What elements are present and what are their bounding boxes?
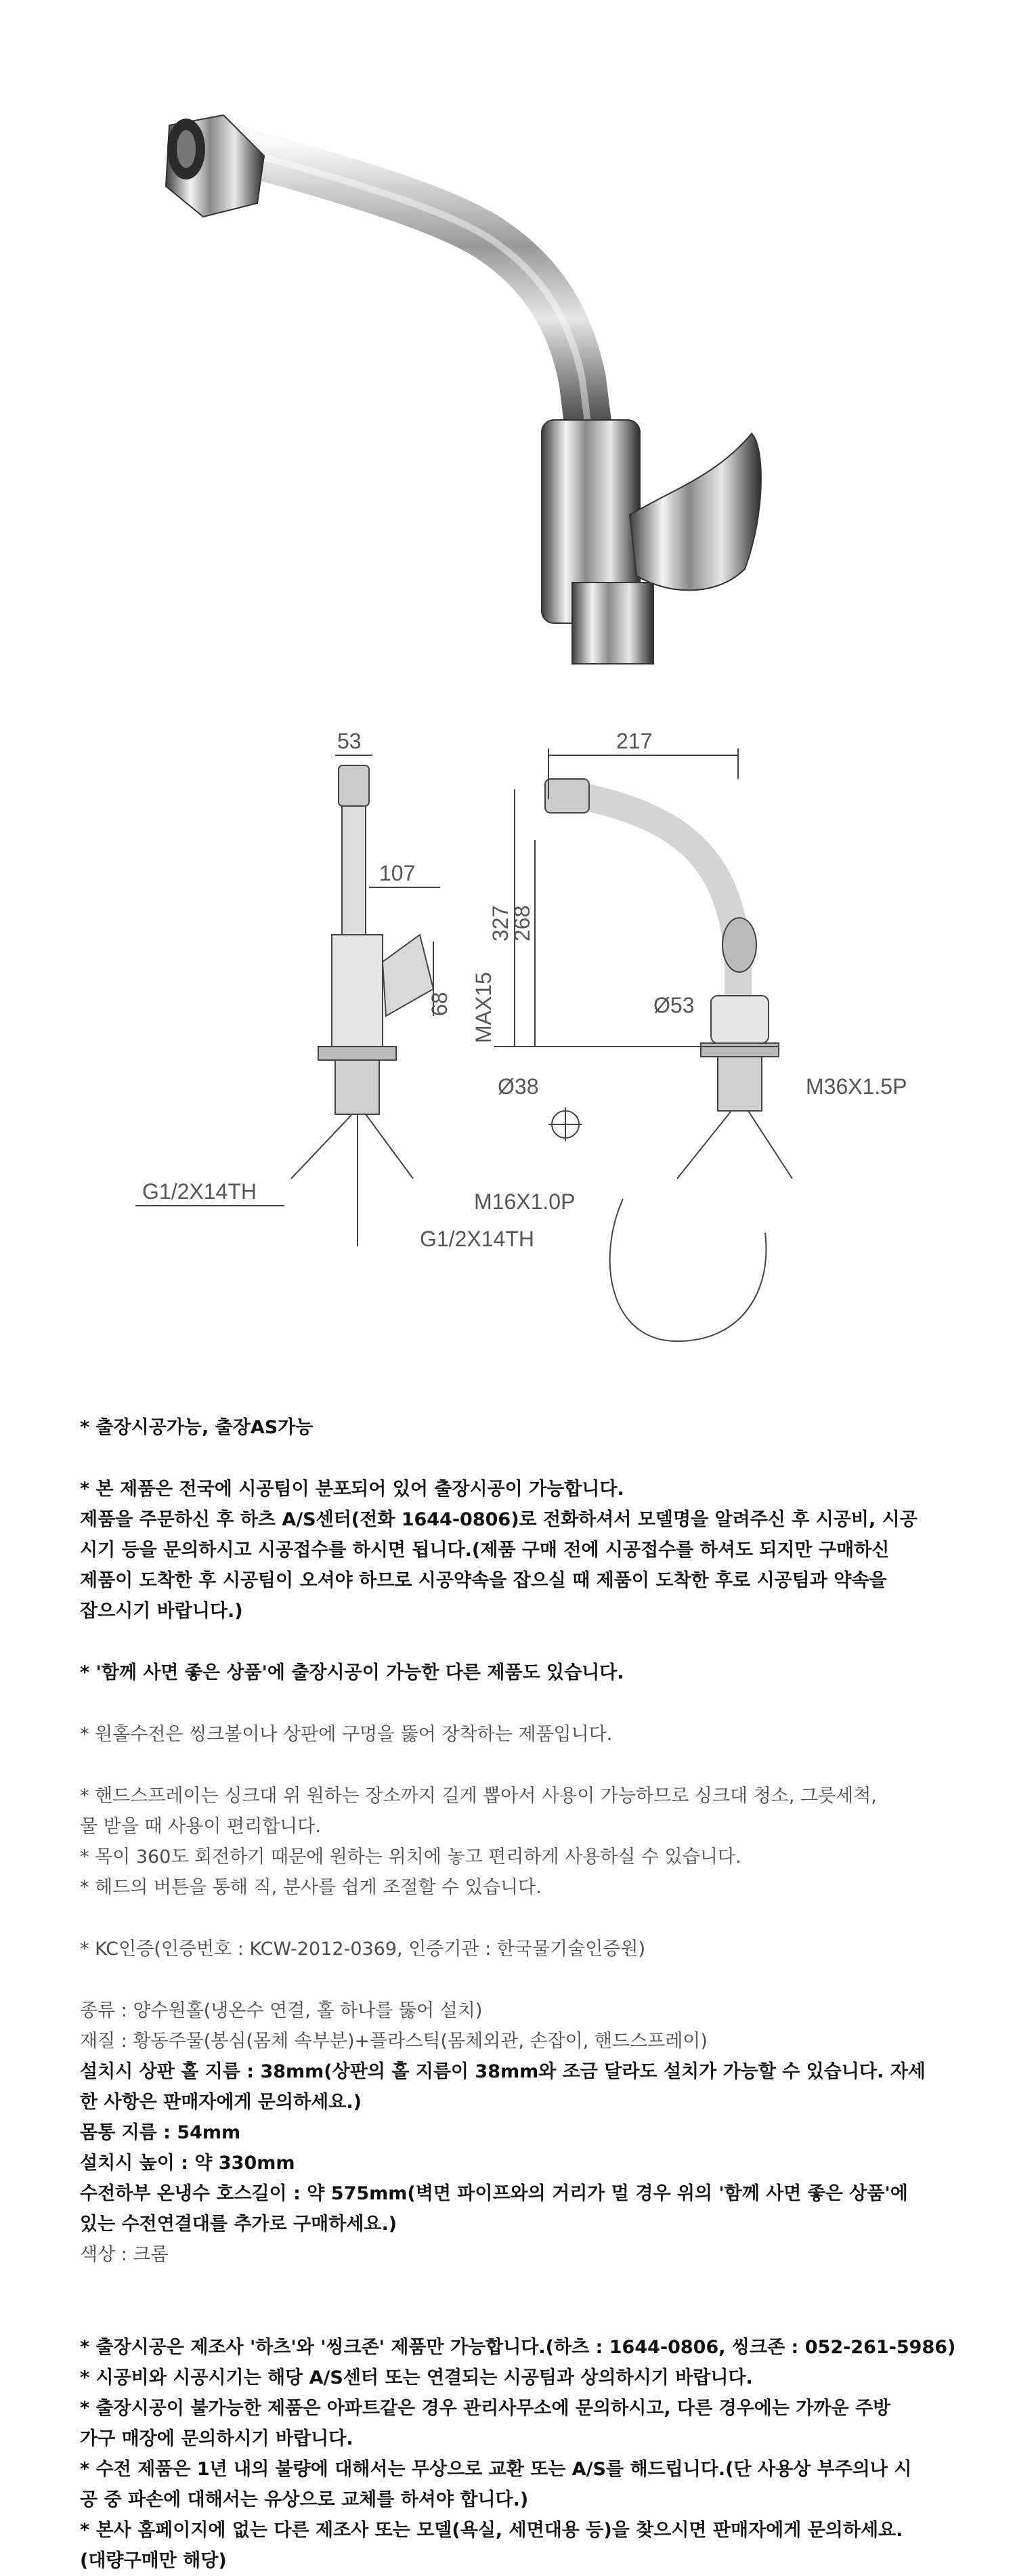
faucet-photo bbox=[0, 0, 1036, 677]
dim-inlet-right: G1/2X14TH bbox=[420, 1227, 534, 1251]
notice-line: * 본사 홈페이지에 없는 다른 제조사 또는 모델(욕실, 세면대용 등)을 찾으시면 판매자에게 문의하세요. bbox=[80, 2520, 903, 2541]
notice-line: (대량구매만 해당) bbox=[80, 2550, 227, 2571]
spec-body-diameter: 몸통 지름 : 54mm bbox=[80, 2122, 241, 2143]
feature-line: * 목이 360도 회전하기 때문에 원하는 위치에 놓고 편리하게 사용하실 수 있습니다. bbox=[80, 1846, 741, 1867]
dimension-drawing bbox=[0, 677, 1036, 1382]
dim-body-diameter: Ø53 bbox=[653, 993, 695, 1017]
install-paragraph-line: 시기 등을 문의하시고 시공접수를 하시면 됩니다.(제품 구매 전에 시공접수를 하셔도 되지만 구매하신 bbox=[80, 1540, 890, 1561]
spec-hose-length: 있는 수전연결대를 추가로 구매하세요.) bbox=[80, 2214, 397, 2235]
install-paragraph-line: 제품이 도착한 후 시공팀이 오셔야 하므로 시공약속을 잡으실 때 제품이 도착한 후로 시공팀과 약속을 bbox=[80, 1570, 887, 1591]
feature-line: * 원홀수전은 씽크볼이나 상판에 구멍을 뚫어 장착하는 제품입니다. bbox=[80, 1724, 613, 1745]
certification-line: * KC인증(인증번호 : KCW-2012-0369, 인증기관 : 한국물기술인증원) bbox=[80, 1939, 645, 1960]
install-paragraph-line: * 본 제품은 전국에 시공팀이 분포되어 있어 출장시공이 가능합니다. bbox=[80, 1479, 624, 1500]
spec-type: 종류 : 양수원홀(냉온수 연결, 홀 하나를 뚫어 설치) bbox=[80, 2000, 483, 2021]
feature-line: * 핸드스프레이는 싱크대 위 원하는 장소까지 길게 뽑아서 사용이 가능하므로 싱크대 청소, 그릇세척, bbox=[80, 1786, 877, 1807]
product-description bbox=[80, 1412, 980, 2576]
notice-line: * 시공비와 시공시기는 해당 A/S센터 또는 연결되는 시공팀과 상의하시기 바랍니다. bbox=[80, 2367, 753, 2388]
install-paragraph-line: 제품을 주문하신 후 하츠 A/S센터(전화 1644-0806)로 전화하셔서 모델명을 알려주신 후 시공비, 시공 bbox=[80, 1509, 918, 1530]
notice-line: 공 중 파손에 대해서는 유상으로 교체를 하셔야 합니다.) bbox=[80, 2489, 529, 2510]
dim-mount-thread: M36X1.5P bbox=[806, 1074, 907, 1099]
dim-handle-reach: 107 bbox=[379, 861, 416, 885]
spec-height: 설치시 높이 : 약 330mm bbox=[80, 2153, 295, 2174]
notice-line: * 출장시공이 불가능한 제품은 아파트같은 경우 관리사무소에 문의하시고, 다른 경우에는 가까운 주방 bbox=[80, 2398, 891, 2419]
dim-hose-thread: M16X1.0P bbox=[474, 1189, 576, 1214]
related-products-note: * '함께 사면 좋은 상품'에 출장시공이 가능한 다른 제품도 있습니다. bbox=[80, 1662, 624, 1683]
install-paragraph-line: 잡으시기 바랍니다.) bbox=[80, 1601, 243, 1622]
feature-line: 물 받을 때 사용이 편리합니다. bbox=[80, 1816, 321, 1837]
dim-total-height: 327 bbox=[488, 905, 513, 942]
feature-line: * 헤드의 버튼을 통해 직, 분사를 쉽게 조절할 수 있습니다. bbox=[80, 1877, 542, 1898]
dim-handle-height: 68 bbox=[427, 992, 452, 1016]
notice-line: 가구 매장에 문의하시기 바랍니다. bbox=[80, 2428, 353, 2449]
dim-inlet-left: G1/2X14TH bbox=[142, 1179, 257, 1204]
dim-max-thickness: MAX15 bbox=[471, 972, 496, 1043]
dim-spout-reach: 217 bbox=[616, 729, 653, 753]
notice-line: * 출장시공은 제조사 '하츠'와 '씽크존' 제품만 가능합니다.(하츠 : 1644-0806, 씽크존 : 052-261-5986) bbox=[80, 2337, 956, 2358]
spec-hole-diameter: 한 사항은 판매자에게 문의하세요.) bbox=[80, 2092, 362, 2113]
spec-material: 재질 : 황동주물(봉심(몸체 속부분)+플라스틱(몸체외관, 손잡이, 핸드스프레이) bbox=[80, 2031, 708, 2052]
spec-color: 색상 : 크롬 bbox=[80, 2244, 169, 2265]
spec-hole-diameter: 설치시 상판 홀 지름 : 38mm(상판의 홀 지름이 38mm와 조금 달라도 설치가 가능할 수 있습니다. 자세 bbox=[80, 2061, 926, 2082]
notice-line: * 수전 제품은 1년 내의 불량에 대해서는 무상으로 교환 또는 A/S를 해드립니다.(단 사용상 부주의나 시 bbox=[80, 2459, 912, 2480]
spec-hose-length: 수전하부 온냉수 호스길이 : 약 575mm(벽면 파이프와의 거리가 멀 경우 위의 '함께 사면 좋은 상품'에 bbox=[80, 2183, 908, 2204]
dim-hole-diameter: Ø38 bbox=[498, 1074, 539, 1099]
service-note: * 출장시공가능, 출장AS가능 bbox=[80, 1417, 314, 1438]
dim-spout-height: 268 bbox=[510, 905, 534, 942]
dim-head-width: 53 bbox=[337, 729, 362, 753]
